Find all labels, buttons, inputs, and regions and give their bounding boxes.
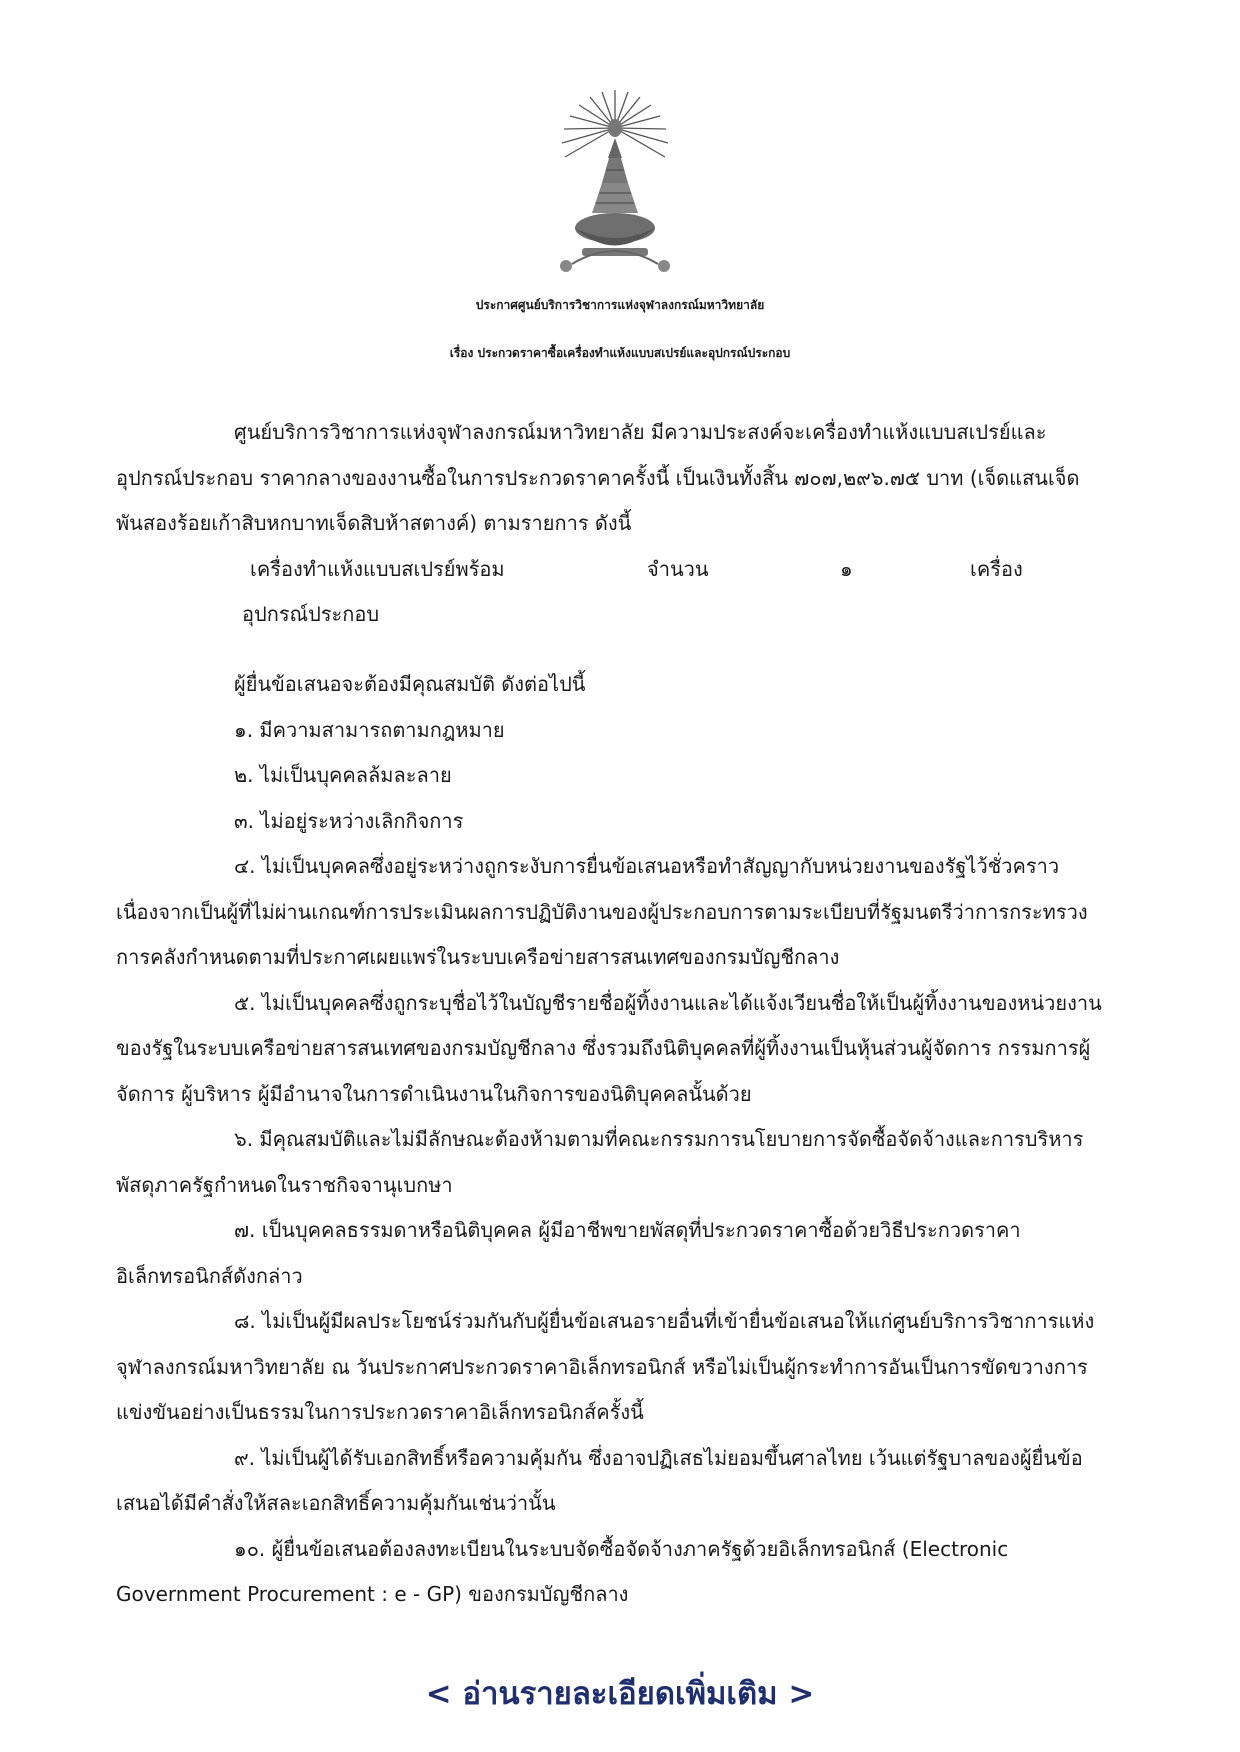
qualification-line: ๑. มีความสามารถตามกฎหมาย (234, 718, 505, 742)
qualification-line: ๗. เป็นบุคคลธรรมดาหรือนิติบุคคล ผู้มีอาชีพขายพัสดุที่ประกวดราคาซื้อด้วยวิธีประกวดราคา (234, 1218, 1021, 1242)
item-unit: เครื่อง (970, 557, 1023, 581)
item-name: เครื่องทำแห้งแบบสเปรย์พร้อม (250, 557, 505, 581)
qualification-line: ๖. มีคุณสมบัติและไม่มีลักษณะต้องห้ามตามที่คณะกรรมการนโยบายการจัดซื้อจัดจ้างและการบริหาร (234, 1127, 1084, 1151)
qualification-line: จุฬาลงกรณ์มหาวิทยาลัย ณ วันประกาศประกวดราคาอิเล็กทรอนิกส์ หรือไม่เป็นผู้กระทำการอันเป็นการขัดขวางการ (116, 1355, 1088, 1379)
qualification-line: อิเล็กทรอนิกส์ดังกล่าว (116, 1264, 303, 1288)
qualification-line: จัดการ ผู้บริหาร ผู้มีอำนาจในการดำเนินงานในกิจการของนิติบุคคลนั้นด้วย (116, 1082, 752, 1106)
university-emblem-icon (552, 88, 678, 284)
qualification-line: Government Procurement : e - GP) ของกรมบัญชีกลาง (116, 1582, 629, 1606)
qualification-line: การคลังกำหนดตามที่ประกาศเผยแพร่ในระบบเครือข่ายสารสนเทศของกรมบัญชีกลาง (116, 945, 840, 969)
qualification-line: ของรัฐในระบบเครือข่ายสารสนเทศของกรมบัญชีกลาง ซึ่งรวมถึงนิติบุคคลที่ผู้ทิ้งงานเป็นหุ้นส่วนผู้จัดการ กรรมการผู้ (116, 1036, 1091, 1060)
intro-line: พันสองร้อยเก้าสิบหกบาทเจ็ดสิบห้าสตางค์) ตามรายการ ดังนี้ (116, 511, 632, 535)
qualification-line: พัสดุภาครัฐกำหนดในราชกิจจานุเบกษา (116, 1173, 453, 1197)
qualification-line: ๓. ไม่อยู่ระหว่างเลิกกิจการ (234, 809, 464, 833)
intro-line: ศูนย์บริการวิชาการแห่งจุฬาลงกรณ์มหาวิทยาลัย มีความประสงค์จะเครื่องทำแห้งแบบสเปรย์และ (234, 420, 1047, 444)
read-more-link[interactable]: < อ่านรายละเอียดเพิ่มเติม > (425, 1676, 815, 1712)
item-qty: ๑ (840, 557, 853, 581)
qualification-line: ๔. ไม่เป็นบุคคลซึ่งอยู่ระหว่างถูกระงับการยื่นข้อเสนอหรือทำสัญญากับหน่วยงานของรัฐไว้ชั่วคราว (234, 854, 1060, 878)
announcement-subject: เรื่อง ประกวดราคาซื้อเครื่องทำแห้งแบบสเปรย์และอุปกรณ์ประกอบ (449, 346, 791, 360)
announcement-title: ประกาศศูนย์บริการวิชาการแห่งจุฬาลงกรณ์มหาวิทยาลัย (475, 298, 765, 312)
item-name-continued: อุปกรณ์ประกอบ (242, 602, 380, 626)
qualification-line: ๑๐. ผู้ยื่นข้อเสนอต้องลงทะเบียนในระบบจัดซื้อจัดจ้างภาครัฐด้วยอิเล็กทรอนิกส์ (Electronic (234, 1537, 1009, 1561)
item-qty-label: จำนวน (647, 557, 709, 581)
intro-line: อุปกรณ์ประกอบ ราคากลางของงานซื้อในการประกวดราคาครั้งนี้ เป็นเงินทั้งสิ้น ๗๐๗,๒๙๖.๗๕ บาท (เจ็ดแสนเจ็ด (116, 466, 1080, 490)
qualification-line: ๕. ไม่เป็นบุคคลซึ่งถูกระบุชื่อไว้ในบัญชีรายชื่อผู้ทิ้งงานและได้แจ้งเวียนชื่อให้เป็นผู้ทิ้งงานของหน่วยงาน (234, 991, 1102, 1015)
qualification-line: ๘. ไม่เป็นผู้มีผลประโยชน์ร่วมกันกับผู้ยื่นข้อเสนอรายอื่นที่เข้ายื่นข้อเสนอให้แก่ศูนย์บริการวิชาการแห่ง (234, 1309, 1095, 1333)
qualification-line: ๙. ไม่เป็นผู้ได้รับเอกสิทธิ์หรือความคุ้มกัน ซึ่งอาจปฏิเสธไม่ยอมขึ้นศาลไทย เว้นแต่รัฐบาลของผู้ยื่นข้อ (234, 1446, 1083, 1470)
qualification-line: เสนอได้มีคำสั่งให้สละเอกสิทธิ์ความคุ้มกันเช่นว่านั้น (116, 1491, 556, 1515)
qualification-line: แข่งขันอย่างเป็นธรรมในการประกวดราคาอิเล็กทรอนิกส์ครั้งนี้ (116, 1400, 644, 1424)
qualifications-heading: ผู้ยื่นข้อเสนอจะต้องมีคุณสมบัติ ดังต่อไปนี้ (234, 672, 586, 696)
qualification-line: ๒. ไม่เป็นบุคคลล้มละลาย (234, 763, 452, 787)
qualification-line: เนื่องจากเป็นผู้ที่ไม่ผ่านเกณฑ์การประเมินผลการปฏิบัติงานของผู้ประกอบการตามระเบียบที่รัฐมนตรีว่าการกระทรวง (116, 900, 1088, 924)
